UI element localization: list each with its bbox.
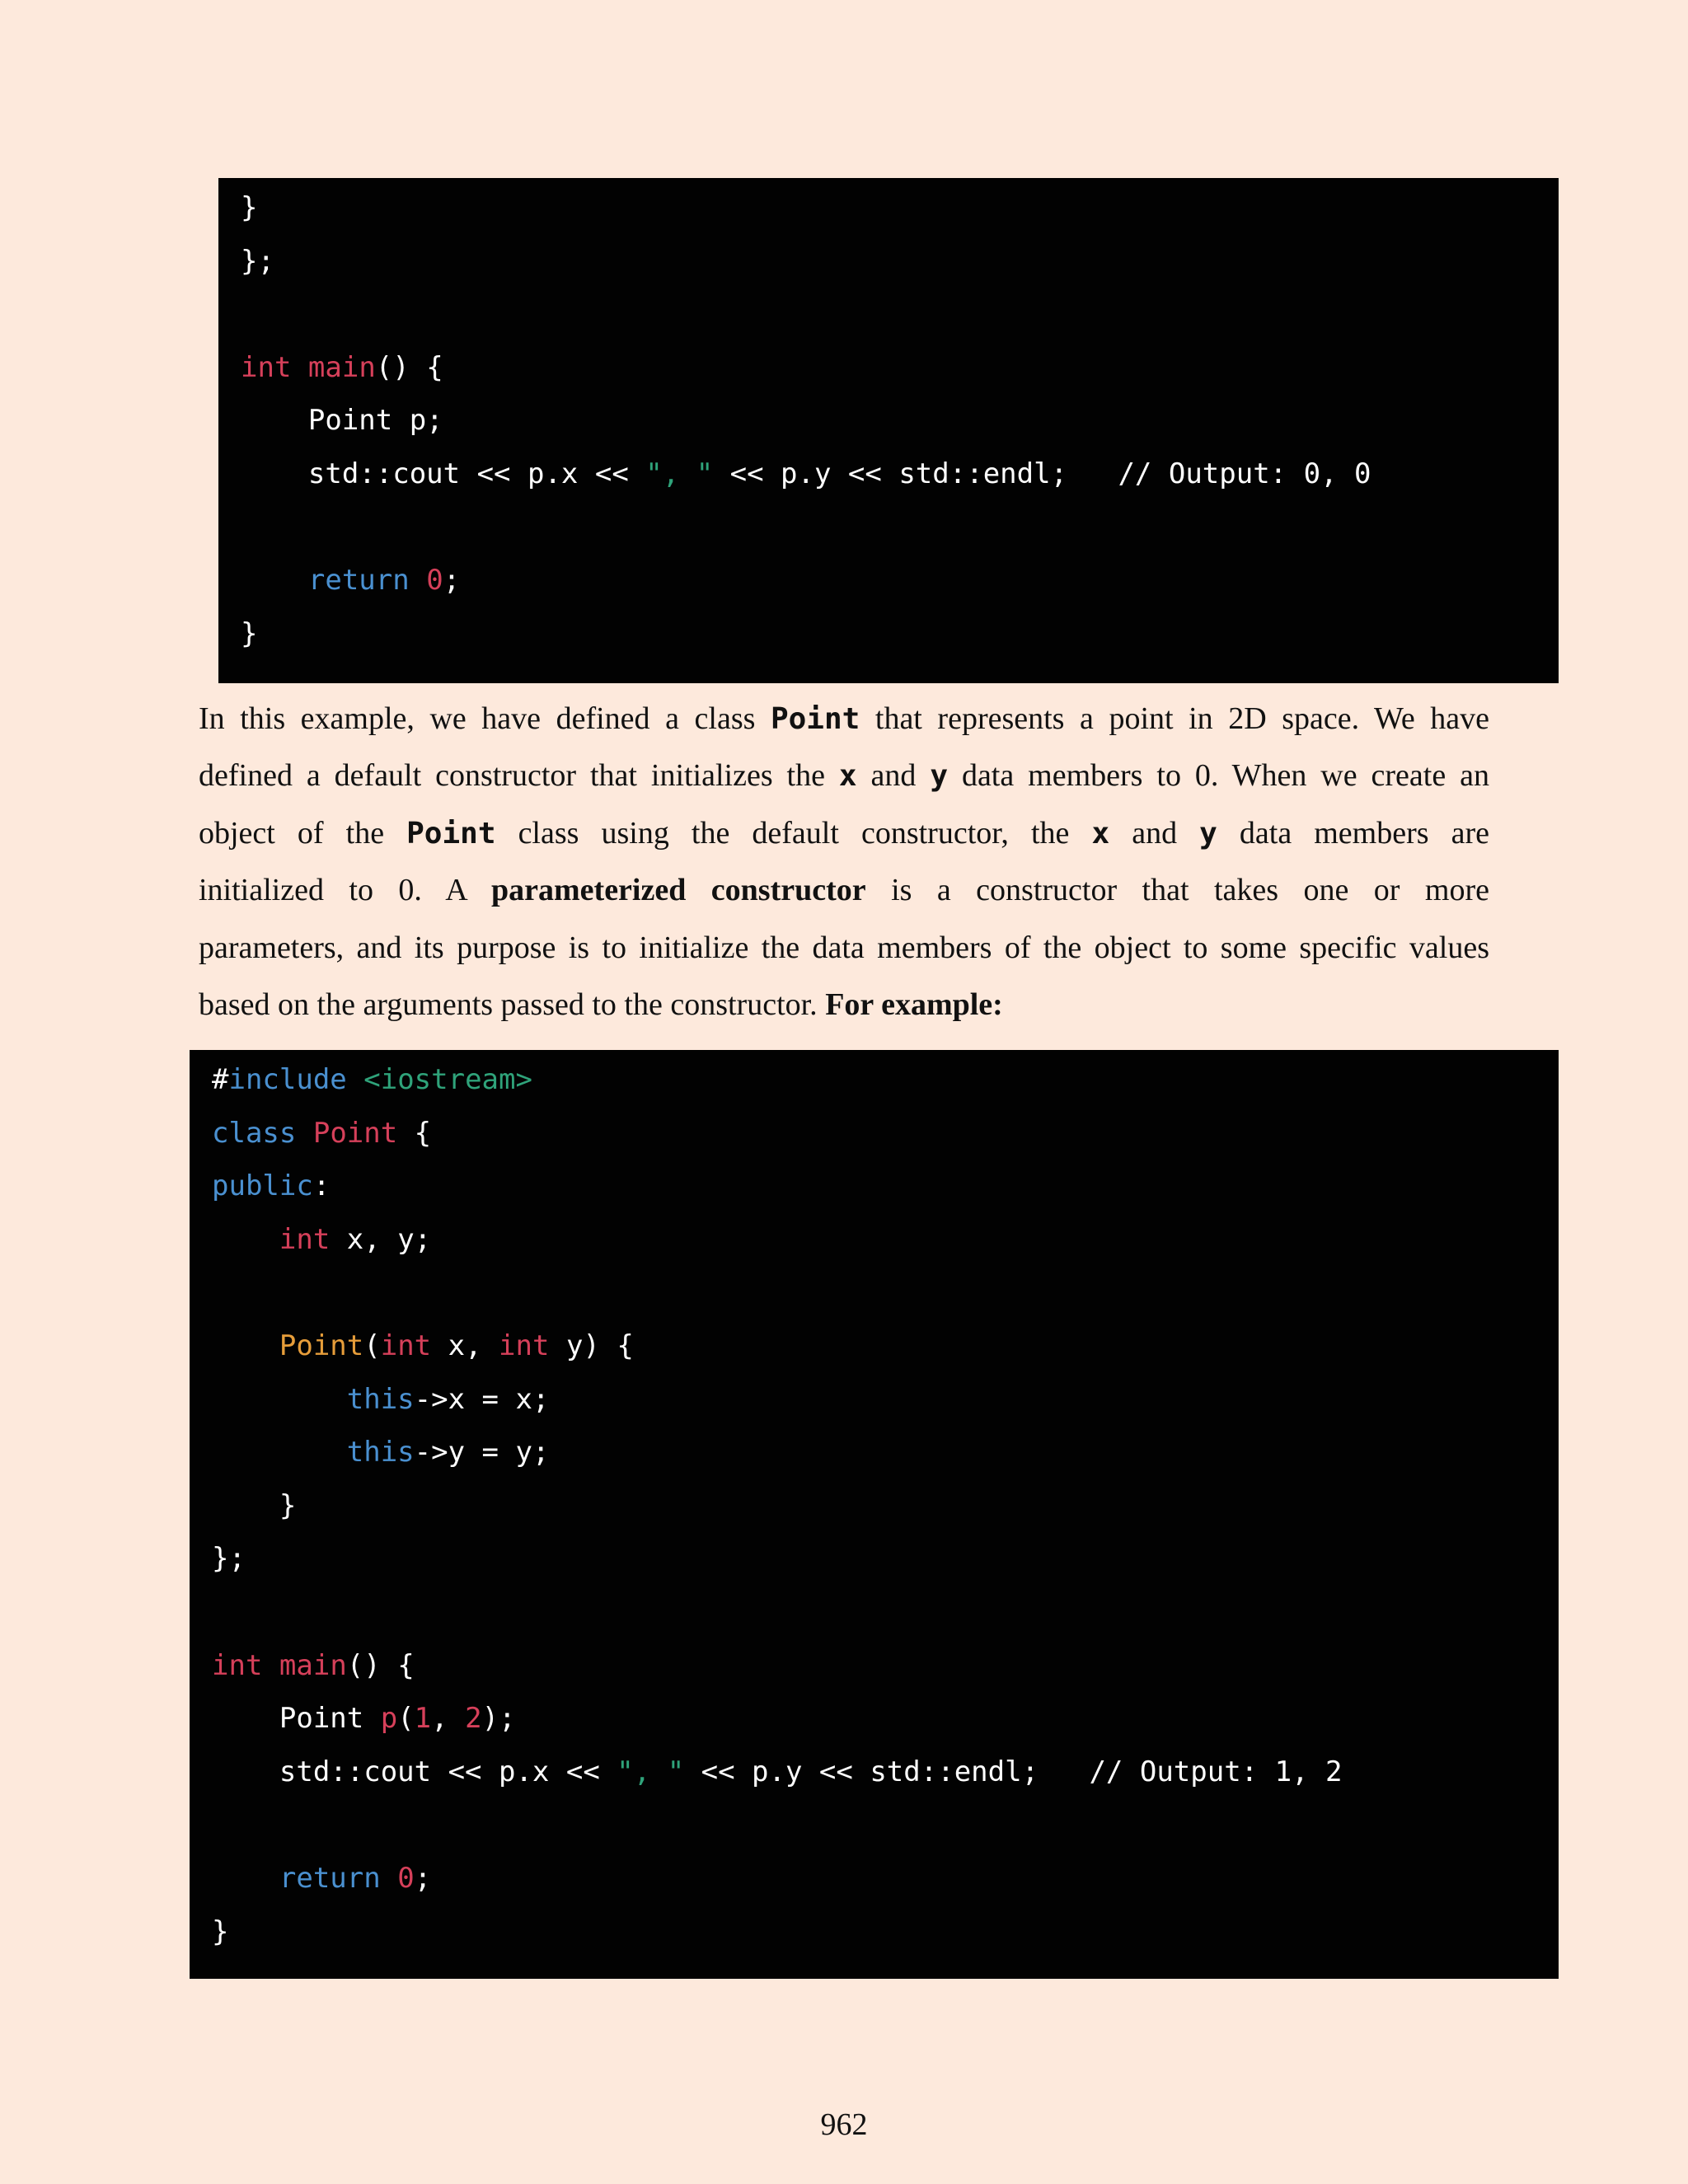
code-block-2 — [190, 1050, 1559, 1979]
code-line — [241, 562, 460, 598]
code-token — [262, 1649, 279, 1682]
code-token: ; — [443, 564, 461, 598]
code-line — [212, 1168, 330, 1204]
code-token: }; — [241, 244, 274, 278]
paragraph-line — [199, 862, 1489, 919]
code-token: x, — [431, 1329, 499, 1362]
code-token: () { — [375, 350, 443, 384]
text-run: that represents a point in 2D space. We have — [860, 701, 1489, 736]
code-token — [381, 1862, 397, 1895]
text-run: data members to 0. When we create an — [948, 758, 1489, 794]
code-token: x, y; — [330, 1222, 432, 1256]
code-token: ( — [363, 1329, 381, 1362]
paragraph-line — [199, 805, 1489, 862]
code-token: include — [228, 1063, 347, 1096]
code-line — [212, 1328, 634, 1364]
code-line — [212, 1860, 431, 1896]
code-token — [212, 1383, 347, 1416]
code-token: return — [279, 1862, 381, 1895]
code-token: int — [499, 1329, 550, 1362]
code-token — [212, 1329, 279, 1362]
code-token: ; — [414, 1862, 432, 1895]
code-token: return — [307, 564, 410, 598]
text-run: data members are — [1217, 815, 1489, 851]
text-run: defined a default constructor that initializes the — [199, 758, 839, 794]
code-token: } — [241, 616, 258, 650]
paragraph-line — [199, 691, 1489, 748]
code-token: class — [212, 1116, 297, 1150]
code-token: <iostream> — [363, 1063, 532, 1096]
code-token: this — [346, 1436, 415, 1469]
code-line — [212, 1700, 516, 1736]
code-token: this — [346, 1382, 415, 1416]
code-token: public — [212, 1169, 313, 1203]
text-run: and — [1109, 815, 1200, 851]
code-token: ); — [481, 1702, 516, 1736]
code-token: << p.y << std::endl; — [684, 1755, 1090, 1788]
code-token: Point — [212, 1702, 381, 1736]
code-line — [241, 349, 443, 386]
code-token: int — [212, 1648, 263, 1682]
code-line — [212, 1540, 246, 1577]
code-token: Point p; — [241, 404, 443, 438]
code-line — [212, 1647, 415, 1684]
code-token: ", " — [617, 1755, 685, 1788]
code-token — [296, 1117, 312, 1150]
code-token: ->x = x; — [414, 1382, 550, 1416]
code-token: } — [241, 191, 258, 224]
code-line — [212, 1488, 296, 1524]
text-run: is a constructor that takes one or more — [865, 873, 1489, 908]
code-block-1 — [218, 178, 1559, 683]
code-token: : — [312, 1169, 331, 1203]
code-line — [212, 1754, 1343, 1790]
code-line — [212, 1062, 532, 1098]
code-token: , — [431, 1702, 466, 1736]
paragraph-line — [199, 920, 1489, 977]
code-token: } — [212, 1488, 297, 1522]
inline-code: x — [1091, 816, 1110, 851]
code-token: // Output: 0, 0 — [1118, 457, 1372, 490]
code-token — [347, 1063, 363, 1096]
code-token: std::cout << p.x << — [241, 457, 646, 490]
code-line — [212, 1434, 549, 1470]
paragraph-line — [199, 977, 1489, 1033]
code-token: ( — [397, 1702, 415, 1736]
text-run: In this example, we have defined a class — [199, 701, 771, 736]
bold-text: parameterized constructor — [491, 873, 866, 908]
code-token: main — [307, 350, 376, 384]
text-run: initialized to 0. A — [199, 873, 492, 908]
code-token — [291, 351, 307, 384]
code-token: int — [380, 1329, 432, 1362]
code-line — [212, 1381, 549, 1418]
code-token — [212, 1436, 347, 1469]
inline-code: y — [930, 759, 949, 794]
code-token: std::cout << p.x << — [212, 1755, 617, 1788]
code-token: p — [380, 1702, 398, 1736]
inline-code: Point — [406, 816, 496, 851]
code-token: 0 — [397, 1862, 415, 1895]
code-token: Point — [279, 1329, 364, 1362]
text-run: object of the — [199, 815, 407, 851]
code-token: main — [279, 1648, 347, 1682]
code-token: y) { — [549, 1329, 634, 1362]
code-line — [241, 190, 257, 226]
text-run: parameters, and its purpose is to initialize the data members of the object to some specific values — [199, 930, 1489, 965]
code-line — [212, 1221, 431, 1258]
code-line — [241, 616, 257, 652]
text-run: and — [856, 758, 931, 794]
code-line — [241, 456, 1372, 492]
code-token: << p.y << std::endl; — [713, 457, 1118, 490]
code-token: 1 — [414, 1702, 432, 1736]
code-token — [241, 564, 308, 597]
code-line — [212, 1914, 228, 1950]
code-token: ", " — [645, 457, 714, 490]
inline-code: y — [1199, 816, 1217, 851]
code-token: { — [397, 1116, 432, 1150]
code-token: int — [241, 350, 292, 384]
code-line — [212, 1115, 431, 1151]
inline-code: Point — [770, 702, 860, 736]
code-line — [241, 243, 274, 279]
code-token: ->y = y; — [414, 1436, 550, 1469]
code-token — [212, 1223, 279, 1256]
page-number: 962 — [820, 2107, 868, 2142]
code-token — [410, 564, 426, 597]
code-token: }; — [212, 1542, 246, 1576]
code-token: Point — [312, 1116, 398, 1150]
code-token: 0 — [426, 564, 443, 598]
paragraph-line — [199, 748, 1489, 804]
text-run: class using the default constructor, the — [495, 815, 1092, 851]
code-token — [212, 1862, 279, 1895]
code-token: } — [212, 1915, 229, 1948]
code-line — [241, 402, 443, 438]
code-token: () { — [346, 1648, 415, 1682]
code-token: 2 — [465, 1702, 482, 1736]
code-token: # — [212, 1063, 229, 1096]
code-token: // Output: 1, 2 — [1089, 1755, 1343, 1788]
inline-code: x — [838, 759, 857, 794]
code-token: int — [279, 1222, 331, 1256]
text-run: based on the arguments passed to the constructor. — [199, 987, 826, 1022]
bold-text: For example: — [825, 987, 1003, 1022]
